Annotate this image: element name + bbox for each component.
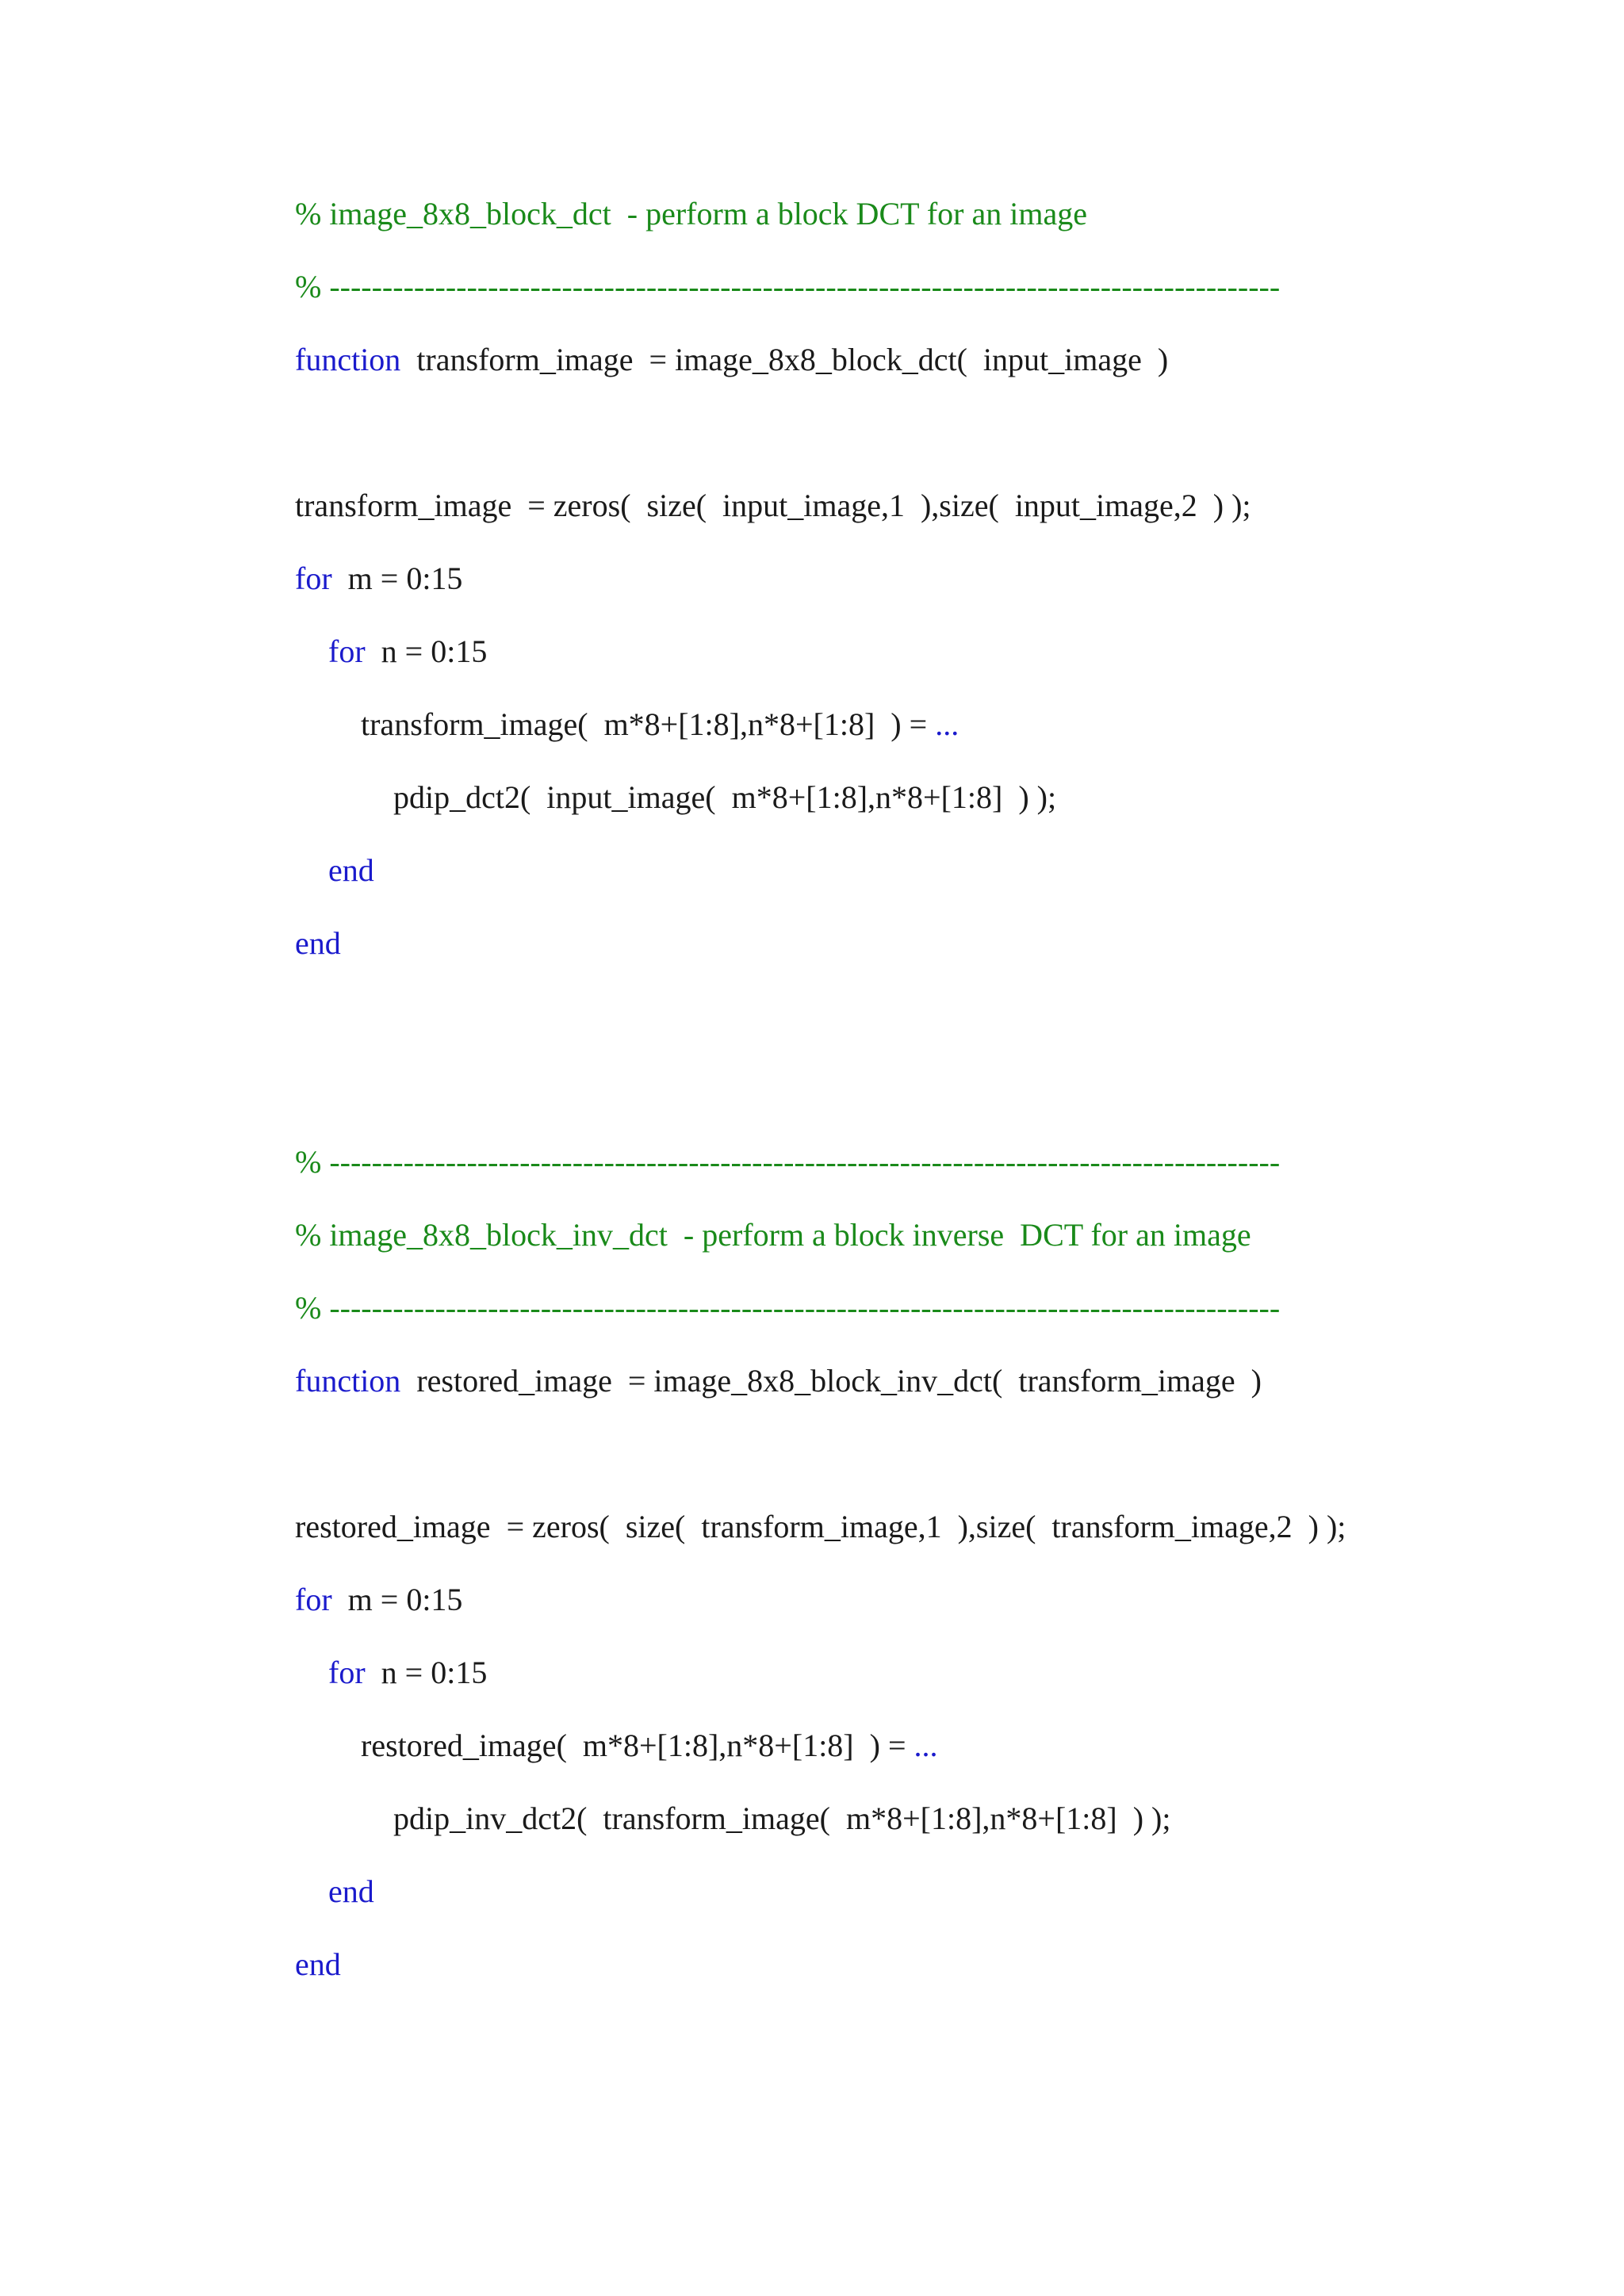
for-range: m = 0:15 xyxy=(331,1582,463,1617)
keyword-end-inner: end xyxy=(328,1873,374,1909)
keyword-for: for xyxy=(328,633,366,669)
comment-rule: % ------------------------------------------------------------------------------------------ xyxy=(295,269,1281,304)
for-range: n = 0:15 xyxy=(365,1655,488,1690)
keyword-end-outer: end xyxy=(295,1946,341,1982)
keyword-for: for xyxy=(328,1655,366,1690)
comment-title-block-dct: % image_8x8_block_dct - perform a block DCT for an image xyxy=(295,196,1087,232)
zeros-assignment: transform_image = zeros( size( input_image,1 ),size( input_image,2 ) ); xyxy=(295,488,1251,523)
inv-dct-call: pdip_inv_dct2( transform_image( m*8+[1:8],n*8+[1:8] ) ); xyxy=(393,1800,1171,1836)
function-signature: transform_image = image_8x8_block_dct( input_image ) xyxy=(400,342,1169,377)
continuation-ellipsis: ... xyxy=(935,706,959,742)
for-range: n = 0:15 xyxy=(365,633,488,669)
for-loop-n xyxy=(328,633,488,669)
comment-rule-top: % ------------------------------------------------------------------------------------------ xyxy=(295,1144,1281,1180)
keyword-end-inner: end xyxy=(328,852,374,888)
block-assignment xyxy=(361,1730,938,1762)
keyword-for: for xyxy=(295,561,332,596)
for-range: m = 0:15 xyxy=(331,561,463,596)
function-signature: restored_image = image_8x8_block_inv_dct( transform_image ) xyxy=(400,1363,1262,1399)
keyword-end-outer: end xyxy=(295,925,341,961)
for-loop-n xyxy=(328,1657,487,1689)
assignment-lhs: transform_image( m*8+[1:8],n*8+[1:8] ) = xyxy=(361,706,936,742)
assignment-lhs: restored_image( m*8+[1:8],n*8+[1:8] ) = xyxy=(361,1728,914,1763)
keyword-function: function xyxy=(295,342,401,377)
comment-title-block-inv-dct: % image_8x8_block_inv_dct - perform a block inverse DCT for an image xyxy=(295,1217,1251,1253)
block-assignment xyxy=(361,706,959,742)
keyword-function: function xyxy=(295,1363,401,1399)
zeros-assignment: restored_image = zeros( size( transform_image,1 ),size( transform_image,2 ) ); xyxy=(295,1509,1346,1544)
comment-rule: % ------------------------------------------------------------------------------------------ xyxy=(295,1290,1281,1326)
for-loop-m xyxy=(295,1584,462,1616)
keyword-for: for xyxy=(295,1582,332,1617)
function-declaration xyxy=(295,1365,1262,1397)
function-declaration xyxy=(295,344,1168,376)
dct-call: pdip_dct2( input_image( m*8+[1:8],n*8+[1:8] ) ); xyxy=(393,779,1057,815)
for-loop-m xyxy=(295,563,462,595)
continuation-ellipsis: ... xyxy=(914,1728,938,1763)
